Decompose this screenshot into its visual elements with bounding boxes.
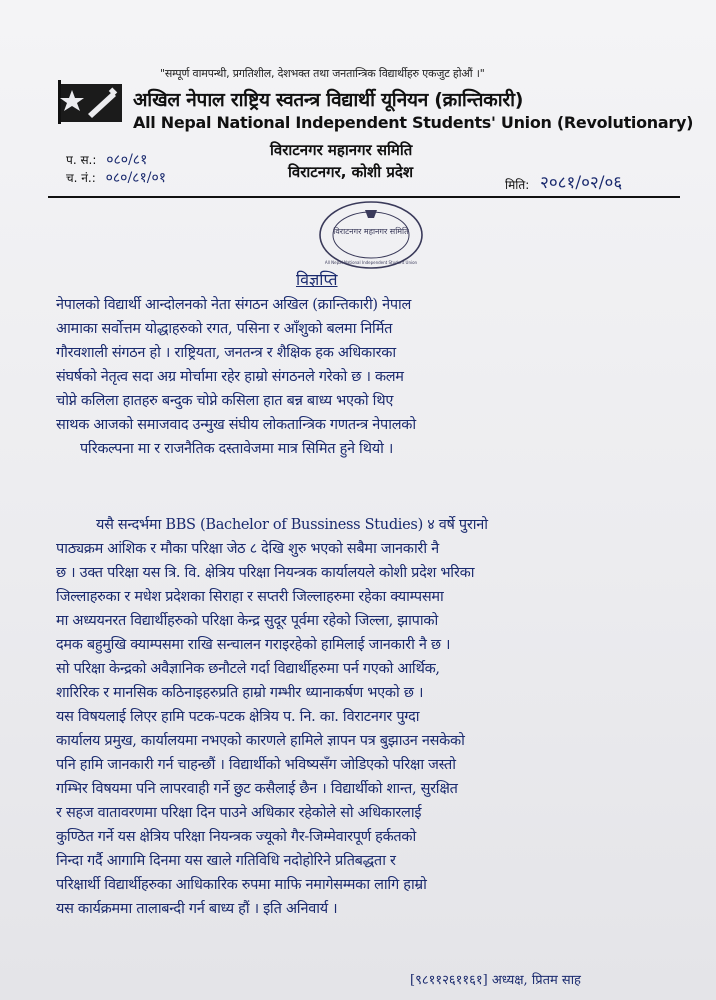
ps-label: प. स.: [66,153,97,167]
org-name-english: All Nepal National Independent Students' Union (Revolutionary) [133,113,694,132]
cn-value: ०८०/८१/०१ [105,170,167,186]
body-line: कुण्ठित गर्ने यस क्षेत्रिय परिक्षा नियन्त्रक ज्यूको गैर-जिम्मेवारपूर्ण हर्कतको [56,829,416,845]
cn-label: च. नं.: [66,171,96,185]
body-line: यस विषयलाई लिएर हामि पटक-पटक क्षेत्रिय प. नि. का. विराटनगर पुग्दा [56,709,420,725]
signature-line: [९८११२६११६१] अध्यक्ष, प्रितम साह [410,973,581,988]
body-line: पाठ्यक्रम आंशिक र मौका परिक्षा जेठ ८ देखि शुरु भएको सबैमा जानकारी नै [56,541,439,557]
body-line: गौरवशाली संगठन हो । राष्ट्रियता, जनतन्त्र र शैक्षिक हक अधिकारका [56,345,396,361]
slogan: "सम्पूर्ण वामपन्थी, प्रगतिशील, देशभक्त तथा जनतान्त्रिक विद्यार्थीहरु एकजुट होऔं ।" [160,67,485,80]
cn-reference [66,168,166,187]
body-line: शारिरिक र मानसिक कठिनाइहरुप्रति हाम्रो गम्भीर ध्यानाकर्षण भएको छ । [56,685,424,701]
body-line: गम्भिर विषयमा पनि लापरवाही गर्ने छुट कसैलाई छैन । विद्यार्थीको शान्त, सुरक्षित [56,781,458,797]
stamp-emblem-icon [365,210,377,218]
body-line: दमक बहुमुखि क्याम्पसमा राखि सन्चालन गराइरहेको हामिलाई जानकारी नै छ । [56,637,451,653]
body-line: पनि हामि जानकारी गर्न चाहन्छौं । विद्यार्थीको भविष्यसँग जोडिएको परिक्षा जस्तो [56,757,456,773]
date-value: २०८१/०२/०६ [540,173,623,193]
body-line: चोप्ने कलिला हातहरु बन्दुक चोप्ने कसिला हात बन्न बाध्य भएको थिए [56,393,394,409]
body-line: निन्दा गर्दै आगामि दिनमा यस खाले गतिविधि नदोहोरिने प्रतिबद्धता र [56,853,396,869]
ps-reference [66,150,147,169]
body-line: र सहज वातावरणमा परिक्षा दिन पाउने अधिकार रहेकोले सो अधिकारलाई [56,805,422,821]
body-line: यस कार्यक्रममा तालाबन्दी गर्न बाध्य हौं । इति अनिवार्य । [56,901,338,917]
body-line: नेपालको विद्यार्थी आन्दोलनको नेता संगठन अखिल (क्रान्तिकारी) नेपाल [56,297,412,313]
letter-heading: विज्ञप्ति [296,270,338,289]
body-line: आमाका सर्वोत्तम योद्धाहरुको रगत, पसिना र आँशुको बलमा निर्मित [56,321,393,337]
header-divider [48,196,680,198]
body-line: कार्यालय प्रमुख, कार्यालयमा नभएको कारणले हामिले ज्ञापन पत्र बुझाउन नसकेको [56,733,465,749]
committee-stamp [318,200,424,270]
body-line: मा अध्ययनरत विद्यार्थीहरुको परिक्षा केन्द्र सुदूर पूर्वमा रहेको जिल्ला, झापाको [56,613,438,629]
body-line: छ । उक्त परिक्षा यस त्रि. वि. क्षेत्रिय परिक्षा नियन्त्रक कार्यालयले कोशी प्रदेश भरिका [56,565,475,581]
flag-logo-icon [58,80,126,124]
stamp-ring-text: All Nepal National Independent Student Union [324,260,418,265]
body-line: साथक आजको समाजवाद उन्मुख संघीय लोकतान्त्रिक गणतन्त्र नेपालको [56,417,416,433]
body-line: जिल्लाहरुका र मधेश प्रदेशका सिराहा र सप्तरी जिल्लाहरुमा रहेका क्याम्पसमा [56,589,444,605]
body-line: परिक्षार्थी विद्यार्थीहरुका आधिकारिक रुपमा माफि नमागेसम्मका लागि हाम्रो [56,877,427,893]
body-line: यसै सन्दर्भमा BBS (Bachelor of Bussiness Studies) ४ वर्षे पुरानो [96,517,488,533]
body-line: सो परिक्षा केन्द्रको अवैज्ञानिक छनौटले गर्दा विद्यार्थीहरुमा पर्न गएको आर्थिक, [56,661,440,677]
ps-value: ०८०/८१ [106,152,148,168]
org-name-nepali: अखिल नेपाल राष्ट्रिय स्वतन्त्र विद्यार्थी यूनियन (क्रान्तिकारी) [133,89,524,111]
stamp-text: विराटनगर महानगर समिति [333,227,409,236]
body-line: संघर्षको नेतृत्व सदा अग्र मोर्चामा रहेर हाम्रो संगठनले गरेको छ । कलम [56,369,404,385]
committee-location: विराटनगर, कोशी प्रदेश [288,163,414,181]
date-label: मिति: [505,178,530,192]
committee-name: विराटनगर महानगर समिति [270,141,413,159]
body-line: परिकल्पना मा र राजनैतिक दस्तावेजमा मात्र सिमित हुने थियो । [80,441,394,457]
